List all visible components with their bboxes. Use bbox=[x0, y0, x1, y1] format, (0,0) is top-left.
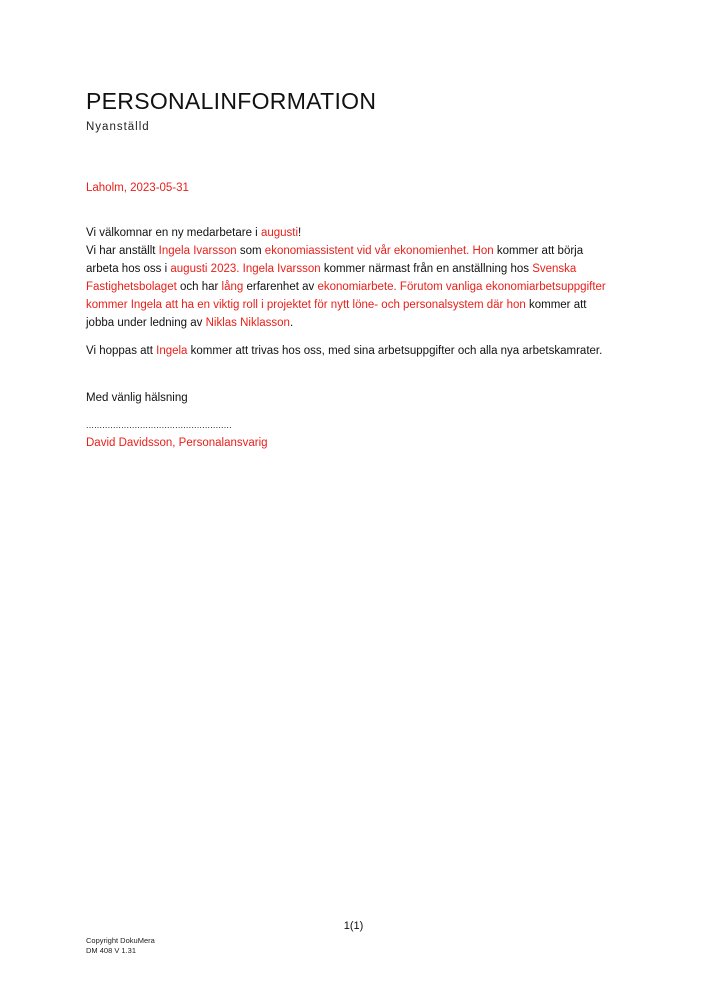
para1-text-5: och har bbox=[176, 281, 222, 293]
previous-employer-field: Svenska Fastighetsbolaget bbox=[86, 263, 577, 293]
para1-text-3: kommer att börja arbeta hos oss i bbox=[86, 245, 584, 275]
para1-text-1: Vi har anställt bbox=[86, 245, 159, 257]
signature-name-field: David Davidsson, Personalansvarig bbox=[86, 437, 268, 449]
para1-text-7: kommer att jobba under ledning av bbox=[86, 299, 587, 329]
footer-copyright: Copyright DokuMera bbox=[86, 936, 155, 945]
employee-firstname-field: Ingela bbox=[156, 345, 188, 357]
page-number: 1(1) bbox=[343, 920, 364, 932]
welcome-month-field: augusti bbox=[260, 227, 299, 239]
start-date-field: augusti 2023. Ingela Ivarsson bbox=[170, 263, 321, 275]
page-subtitle: Nyanställd bbox=[86, 121, 150, 133]
para1-text-4: kommer närmast från en anställning hos bbox=[320, 263, 533, 275]
experience-field: lång bbox=[221, 281, 244, 293]
paragraph-introduction bbox=[86, 242, 606, 332]
closing-greeting: Med vänlig hälsning bbox=[86, 392, 188, 404]
para1-text-6: erfarenhet av bbox=[243, 281, 318, 293]
para2-text-2: kommer att trivas hos oss, med sina arbetsuppgifter och alla nya arbetskamrater. bbox=[187, 345, 603, 357]
welcome-prefix: Vi välkomnar en ny medarbetare i bbox=[86, 227, 261, 239]
manager-name-field: Niklas Niklasson bbox=[205, 317, 290, 329]
work-field-description: ekonomiarbete. Förutom vanliga ekonomiarbetsuppgifter kommer Ingela att ha en viktig roll i projektet för nytt löne- och personalsystem där hon bbox=[86, 281, 606, 311]
employee-name-field: Ingela Ivarsson bbox=[158, 245, 237, 257]
signature-line: ...................................................... bbox=[86, 420, 232, 430]
letter-date: Laholm, 2023-05-31 bbox=[86, 182, 189, 194]
welcome-suffix: ! bbox=[298, 227, 302, 239]
welcome-line bbox=[86, 224, 606, 242]
footer bbox=[86, 936, 155, 956]
page-title: PERSONALINFORMATION bbox=[86, 88, 377, 114]
footer-doc-id: DM 408 V 1.31 bbox=[86, 946, 137, 955]
para1-text-8: . bbox=[289, 317, 294, 329]
para2-text-1: Vi hoppas att bbox=[86, 345, 157, 357]
role-field: ekonomiassistent vid vår ekonomienhet. Hon bbox=[264, 245, 494, 257]
para1-text-2: som bbox=[236, 245, 265, 257]
paragraph-wishes bbox=[86, 342, 606, 360]
